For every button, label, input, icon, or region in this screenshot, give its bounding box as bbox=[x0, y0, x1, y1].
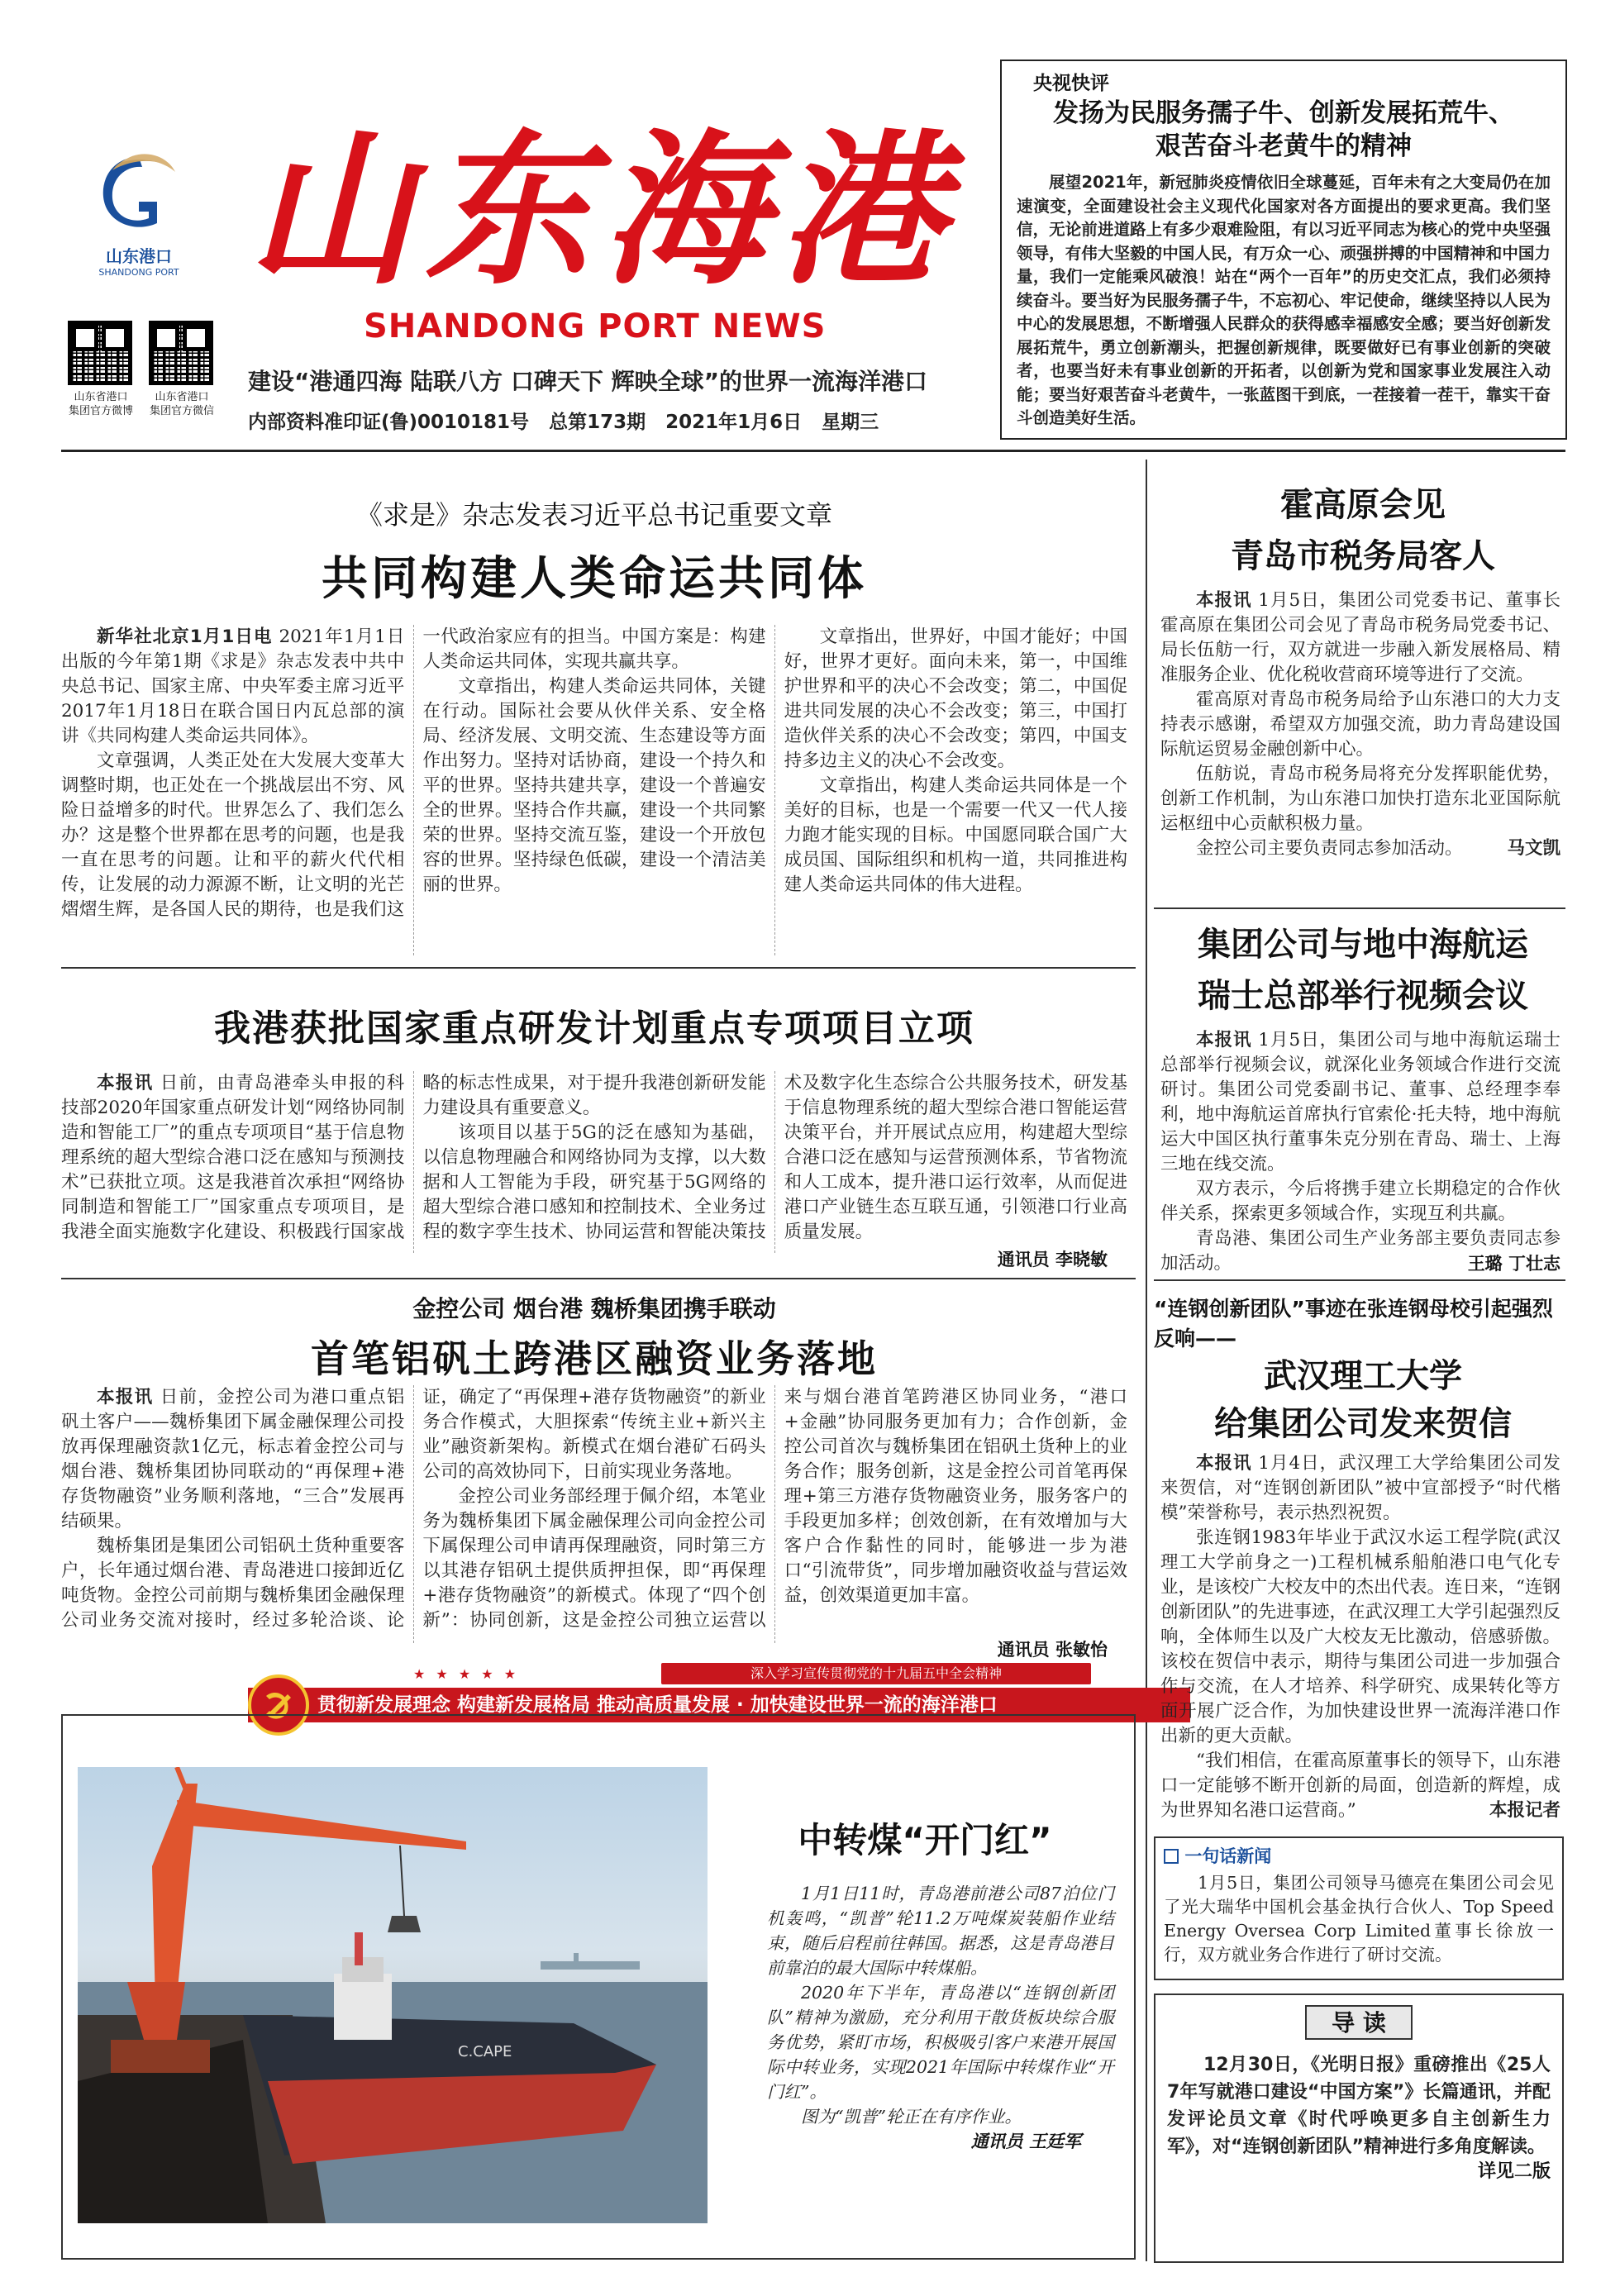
side1-dateline: 本报讯 bbox=[1196, 590, 1252, 611]
brief-news-box bbox=[1154, 1836, 1564, 1980]
side1-body: 本报讯 1月5日，集团公司党委书记、董事长霍高原在集团公司会见了青岛市税务局党委书记、局长伍舫一行，双方就进一步融入新发展格局、精准服务企业、优化税收营商环境等进行了交流。 霍高原对青岛市税务局给予山东港口的大力支持表示感谢，希望双方加强交流，助力青岛建设国际航运贸易金融创新中心。 伍舫说，青岛市税务局将充分发挥职能优势，创新工作机制，为山东港口加快打造东北亚国际航运枢纽中心贡献积极力量。 金控公司主要负责同志参加活动。 马文凯 bbox=[1160, 588, 1560, 861]
editorial-source: 央视快评 bbox=[1033, 73, 1109, 94]
guide-box bbox=[1154, 1994, 1564, 2263]
banner-stars: ★ ★ ★ ★ ★ bbox=[413, 1666, 520, 1682]
guide-body: 12月30日，《光明日报》重磅推出《25人7年写就港口建设“中国方案”》长篇通讯，并配发评论员文章《时代呼唤更多自主创新生力军》，对“连钢创新团队”精神进行多角度解读。 bbox=[1167, 2055, 1551, 2157]
editorial-title: 发扬为民服务孺子牛、创新发展拓荒牛、 艰苦奋斗老黄牛的精神 bbox=[1053, 98, 1514, 161]
article3-paragraph: 金控公司业务部经理于佩介绍，本笔业务为魏桥集团下属金融保理公司向金控公司下属保理公司申请再保理融资，同时第三方以其港存铝矾土提供质押担保，即“再保理+港存货物融资”的新模式。体现了“四个创新”：协同创新，这是金控公司独立运营以来与烟台港首笔跨港区协同业务，“港口+金融”协同服务更加有力；合作创新，金控公司首次与魏桥集团在铝矾土货种上的业务合作；服务创新，这是金控公司首笔再保理+第三方港存货物融资业务，服务客户的手段更加多样；创效创新，在有效增加与大客户合作黏性的同时，能够进一步为港口“引流带货”，同步增加融资收益与营运效益，创效渠道更加丰富。 bbox=[422, 1387, 1127, 1631]
article3-dateline: 本报讯 bbox=[97, 1387, 154, 1408]
article1-kicker: 《求是》杂志发表习近平总书记重要文章 bbox=[355, 499, 832, 531]
article2-body: 本报讯 日前，由青岛港牵头申报的科技部2020年国家重点研发计划“网络协同制造和智能工厂”的重点专项项目“基于信息物理系统的超大型综合港口泛在感知与预测技术”已获批立项。这是我港首次承担“网络协同制造和智能工厂”国家重点专项项目，是我港全面实施数字化建设、积极践行国家战略的标志性成果，对于提升我港创新研发能力建设具有重要意义。 该项目以基于5G的泛在感知为基础，以信息物理融合和网络协同为支撑，以大数据和人工智能为手段，研究基于5G网络的超大型综合港口感知和控制技术、全业务过程的数字孪生技术、协同运营和智能决策技术及数字化生态综合公共服务技术，研发基于信息物理系统的超大型综合港口智能运营决策平台，并开展试点应用，构建超大型综合港口泛在感知与运营预测体系，节省物流和人工成本，提升港口运行效率，从而促进港口产业链生态互联互通，引领港口行业高质量发展。 bbox=[61, 1071, 1127, 1253]
photo-story-text bbox=[767, 1881, 1114, 2154]
brief-news-label: 一句话新闻 bbox=[1164, 1843, 1554, 1868]
photo-caption: 图为“凯普”轮正在有序作业。 bbox=[801, 2107, 1022, 2127]
editorial-body: 展望2021年，新冠肺炎疫情依旧全球蔓延，百年未有之大变局仍在加速演变，全面建设社会主义现代化国家对各方面提出的要求更高。我们坚信，无论前进道路上有多少艰难险阻，有以习近平同志为核心的党中央坚强领导，有伟大坚毅的中国人民，有万众一心、顽强拼搏的中国精神和中国力量，我们一定能乘风破浪！站在“两个一百年”的历史交汇点，我们必须持续奋斗。要当好为民服务孺子牛，不忘初心、牢记使命，继续坚持以人民为中心的发展思想，不断增强人民群众的获得感幸福感安全感；要当好创新发展拓荒牛，勇立创新潮头，把握创新规律，既要做好已有事业创新的突破者，也要当好未有事业创新的开拓者，以创新为党和国家事业发展注入动能；要当好艰苦奋斗老黄牛，一张蓝图干到底，一茬接着一茬干，靠实干奋斗创造美好生活。 bbox=[1017, 173, 1551, 427]
side3-paragraph: 张连钢1983年毕业于武汉水运工程学院(武汉理工大学前身之一)工程机械系船舶港口电气化专业，是该校广大校友中的杰出代表。连日来，“连钢创新团队”的先进事迹，在武汉理工大学引起强烈反响，全体师生以及广大校友无比激动，倍感骄傲。该校在贺信中表示，期待与集团公司进一步加强合作与交流，在人才培养、科学研究、成果转化等方面开展广泛合作，为加快建设世界一流海洋港口作出新的更大贡献。 bbox=[1160, 1527, 1560, 1746]
port-logo bbox=[89, 147, 188, 278]
side3-kicker: “连钢创新团队”事迹在张连钢母校引起强烈反响—— bbox=[1154, 1297, 1553, 1350]
article3-headline: 首笔铝矾土跨港区融资业务落地 bbox=[311, 1336, 878, 1381]
side2-paragraph: 双方表示，今后将携手建立长期稳定的合作伙伴关系，探索更多领域合作，实现互利共赢。 bbox=[1160, 1179, 1560, 1224]
side3-headline: 武汉理工大学 给集团公司发来贺信 bbox=[1214, 1357, 1512, 1443]
side1-byline: 马文凯 bbox=[1507, 838, 1560, 859]
photo-story-paragraph: 2020年下半年，青岛港以“连钢创新团队”精神为激励，充分利用干散货板块综合服务优势，紧盯市场，积极吸引客户来港开展国际中转业务，实现2021年国际中转煤作业“开门红”。 bbox=[767, 1983, 1114, 2102]
editorial-box bbox=[1000, 60, 1567, 440]
article2-headline: 我港获批国家重点研发计划重点专项项目立项 bbox=[214, 1007, 974, 1050]
issue-info: 内部资料准印证(鲁)0010181号 总第173期 2021年1月6日 星期三 bbox=[248, 412, 879, 433]
side1-headline: 霍高原会见 青岛市税务局客人 bbox=[1231, 486, 1495, 575]
side2-paragraph: 青岛港、集团公司生产业务部主要负责同志参加活动。 bbox=[1160, 1228, 1560, 1274]
masthead-title: 山东海港 bbox=[248, 113, 956, 307]
section-rule bbox=[61, 1278, 1136, 1279]
section-rule bbox=[1154, 907, 1565, 909]
masthead-subtitle-en: SHANDONG PORT NEWS bbox=[364, 307, 827, 345]
article2-byline: 通讯员 李晓敏 bbox=[997, 1250, 1108, 1269]
article1-paragraph: 文章指出，构建人类命运共同体是一个美好的目标，也是一个需要一代又一代人接力跑才能实现的目标。中国愿同联合国广大成员国、国际组织和机构一道，共同推进构建人类命运共同体的伟大进程。 bbox=[784, 775, 1127, 895]
article3-paragraph: 魏桥集团是集团公司铝矾土货种重要客户，长年通过烟台港、青岛港进口接卸近亿吨货物。金控公司前期与魏桥集团金融保理公司业务交流对接时，经过多轮洽谈、论证，确定了“再保理+港存货物融资”的新业务合作模式，大胆探索“传统主业+新兴主业”融资新架构。新模式在烟台港矿石码头公司的高效协同下，日前实现业务落地。 bbox=[61, 1387, 766, 1631]
side2-byline: 王璐 丁壮志 bbox=[1467, 1254, 1560, 1274]
article3-kicker: 金控公司 烟台港 魏桥集团携手联动 bbox=[412, 1295, 776, 1322]
masthead-slogan: 建设“港通四海 陆联八方 口碑天下 辉映全球”的世界一流海洋港口 bbox=[248, 368, 928, 395]
side3-body: 本报讯 1月4日，武汉理工大学给集团公司发来贺信，对“连钢创新团队”被中宣部授予“时代楷模”荣誉称号，表示热烈祝贺。 张连钢1983年毕业于武汉水运工程学院(武汉理工大学前身之一)工程机械系船舶港口电气化专业，是该校广大校友中的杰出代表。连日来，“连钢创新团队”的先进事迹，在武汉理工大学引起强烈反响，全体师生以及广大校友无比激动，倍感骄傲。该校在贺信中表示，期待与集团公司进一步加强合作与交流，在人才培养、科学研究、成果转化等方面开展广泛合作，为加快建设世界一流海洋港口作出新的更大贡献。 “我们相信，在霍高原董事长的领导下，山东港口一定能够不断开创新的局面，创造新的辉煌，成为世界知名港口运营商。” 本报记者 bbox=[1160, 1451, 1560, 1823]
side2-dateline: 本报讯 bbox=[1196, 1030, 1252, 1050]
section-rule bbox=[1154, 1279, 1565, 1281]
article2-dateline: 本报讯 bbox=[97, 1073, 154, 1093]
photo-story-paragraph: 1月1日11时，青岛港前港公司87泊位门机轰鸣，“凯普”轮11.2万吨煤炭装船作业结束，随后启程前往韩国。据悉，这是青岛港目前靠泊的最大国际中转煤船。 bbox=[767, 1884, 1114, 1978]
logo-en: SHANDONG PORT bbox=[98, 267, 179, 278]
guide-reference: 详见二版 bbox=[1477, 2161, 1551, 2182]
article1-paragraph: 文章指出，世界好，中国才能好；中国好，世界才更好。面向未来，第一，中国维护世界和平的决心不会改变；第二，中国促进共同发展的决心不会改变；第三，中国打造伙伴关系的决心不会改变；第四，中国支持多边主义的决心不会改变。 bbox=[784, 626, 1127, 771]
article3-body: 本报讯 日前，金控公司为港口重点铝矾土客户——魏桥集团下属金融保理公司投放再保理融资款1亿元，标志着金控公司与烟台港、魏桥集团协同联动的“再保理+港存货物融资”业务顺利落地，“三合”发展再结硕果。 魏桥集团是集团公司铝矾土货种重要客户，长年通过烟台港、青岛港进口接卸近亿吨货物。金控公司前期与魏桥集团金融保理公司业务交流对接时，经过多轮洽谈、论证，确定了“再保理+港存货物融资”的新业务合作模式，大胆探索“传统主业+新兴主业”融资新架构。新模式在烟台港矿石码头公司的高效协同下，日前实现业务落地。 金控公司业务部经理于佩介绍，本笔业务为魏桥集团下属金融保理公司向金控公司下属保理公司申请再保理融资，同时第三方以其港存铝矾土提供质押担保，即“再保理+港存货物融资”的新模式。体现了“四个创新”：协同创新，这是金控公司独立运营以来与烟台港首笔跨港区协同业务，“港口+金融”协同服务更加有力；合作创新，金控公司首次与魏桥集团在铝矾土货种上的业务合作；服务创新，这是金控公司首笔再保理+第三方港存货物融资业务，服务客户的手段更加多样；创效创新，在有效增加与大客户合作黏性的同时，能够进一步为港口“引流带货”，同步增加融资收益与营运效益，创效渠道更加丰富。 bbox=[61, 1385, 1127, 1643]
side3-dateline: 本报讯 bbox=[1196, 1453, 1252, 1474]
article1-paragraph: 文章强调，人类正处在大发展大变革大调整时期，也正处在一个挑战层出不穷、风险日益增多的时代。世界怎么了、我们怎么办？这是整个世界都在思考的问题，也是我一直在思考的问题。让和平的薪火代代相传，让发展的动力源源不断，让文明的光芒熠熠生辉，是各国人民的期待，也是我们这一代政治家应有的担当。中国方案是：构建人类命运共同体，实现共赢共享。 bbox=[61, 626, 766, 920]
section-rule bbox=[61, 967, 1136, 969]
photo-byline: 通讯员 王廷军 bbox=[970, 2132, 1081, 2151]
side1-paragraph: 伍舫说，青岛市税务局将充分发挥职能优势，创新工作机制，为山东港口加快打造东北亚国际航运枢纽中心贡献积极力量。 bbox=[1160, 764, 1560, 834]
photo-story-headline: 中转煤“开门红” bbox=[798, 1820, 1052, 1860]
port-logo-icon bbox=[89, 147, 188, 238]
guide-label: 导 读 bbox=[1305, 2005, 1413, 2040]
article1-paragraph: 文章指出，构建人类命运共同体，关键在行动。国际社会要从伙伴关系、安全格局、经济发展、文明交流、生态建设等方面作出努力。坚持对话协商，建设一个持久和平的世界。坚持共建共享，建设一个普遍安全的世界。坚持合作共赢，建设一个共同繁荣的世界。坚持交流互鉴，建设一个开放包容的世界。坚持绿色低碳，建设一个清洁美丽的世界。 bbox=[422, 676, 766, 895]
side1-paragraph: 霍高原对青岛市税务局给予山东港口的大力支持表示感谢，希望双方加强交流，助力青岛建设国际航运贸易金融创新中心。 bbox=[1160, 689, 1560, 760]
article1-headline: 共同构建人类命运共同体 bbox=[322, 552, 867, 606]
logo-cn: 山东港口 bbox=[106, 246, 172, 266]
checkbox-square-icon bbox=[1164, 1849, 1179, 1864]
article3-byline: 通讯员 张敏怡 bbox=[997, 1640, 1108, 1660]
port-coal-ship-photo bbox=[78, 1767, 708, 2223]
qr-caption-weibo: 山东省港口 集团官方微博 bbox=[68, 391, 133, 417]
article1-body: 新华社北京1月1日电 2021年1月1日出版的今年第1期《求是》杂志发表中共中央总书记、国家主席、中央军委主席习近平2017年1月18日在联合国日内瓦总部的演讲《共同构建人类命运共同体》。 文章强调，人类正处在大发展大变革大调整时期，也正处在一个挑战层出不穷、风险日益增多的时代。世界怎么了、我们怎么办？这是整个世界都在思考的问题，也是我一直在思考的问题。让和平的薪火代代相传，让发展的动力源源不断，让文明的光芒熠熠生辉，是各国人民的期待，也是我们这一代政治家应有的担当。中国方案是：构建人类命运共同体，实现共赢共享。 文章指出，构建人类命运共同体，关键在行动。国际社会要从伙伴关系、安全格局、经济发展、文明交流、生态建设等方面作出努力。坚持对话协商，建设一个持久和平的世界。坚持共建共享，建设一个普遍安全的世界。坚持合作共赢，建设一个共同繁荣的世界。坚持交流互鉴，建设一个开放包容的世界。坚持绿色低碳，建设一个清洁美丽的世界。 文章指出，世界好，中国才能好；中国好，世界才更好。面向未来，第一，中国维护世界和平的决心不会改变；第二，中国促进共同发展的决心不会改变；第三，中国打造伙伴关系的决心不会改变；第四，中国支持多边主义的决心不会改变。 文章指出，构建人类命运共同体是一个美好的目标，也是一个需要一代又一代人接力跑才能实现的目标。中国愿同联合国广大成员国、国际组织和机构一道，共同推进构建人类命运共同体的伟大进程。 bbox=[61, 625, 1127, 955]
article2-paragraph: 该项目以基于5G的泛在感知为基础，以信息物理融合和网络协同为支撑，以大数据和人工智能为手段，研究基于5G网络的超大型综合港口感知和控制技术、全业务过程的数字孪生技术、协同运营和智能决策技术及数字化生态综合公共服务技术，研发基于信息物理系统的超大型综合港口智能运营决策平台，并开展试点应用，构建超大型综合港口泛在感知与运营预测体系，节省物流和人工成本，提升港口运行效率，从而促进港口产业链生态互联互通，引领港口行业高质量发展。 bbox=[422, 1073, 1127, 1242]
qr-caption-wechat: 山东省港口 集团官方微信 bbox=[149, 391, 214, 417]
side2-body: 本报讯 1月5日，集团公司与地中海航运瑞士总部举行视频会议，就深化业务领域合作进行交流研讨。集团公司党委副书记、董事、总经理李奉利，地中海航运首席执行官索伦·托夫特，地中海航运大中国区执行董事朱克分别在青岛、瑞士、上海三地在线交流。 双方表示，今后将携手建立长期稳定的合作伙伴关系，探索更多领域合作，实现互利共赢。 青岛港、集团公司生产业务部主要负责同志参加活动。 王璐 丁壮志 bbox=[1160, 1028, 1560, 1276]
masthead-rule bbox=[61, 450, 1565, 452]
brief-news-body: 1月5日，集团公司领导马德亮在集团公司会见了光大瑞华中国机会基金执行合伙人、Top Speed Energy Oversea Corp Limited董事长徐放一行，双方就业务合作进行了研讨交流。 bbox=[1164, 1873, 1554, 1965]
column-divider-right bbox=[1146, 460, 1147, 2261]
weibo-qr-code bbox=[68, 321, 132, 385]
article1-dateline: 新华社北京1月1日电 bbox=[97, 626, 273, 647]
ship-name: C.CAPE bbox=[458, 2043, 512, 2060]
side3-byline: 本报记者 bbox=[1489, 1800, 1560, 1821]
side2-headline: 集团公司与地中海航运 瑞士总部举行视频会议 bbox=[1198, 926, 1528, 1015]
wechat-qr-code bbox=[149, 321, 213, 385]
banner-main-text: 贯彻新发展理念 构建新发展格局 推动高质量发展 · 加快建设世界一流的海洋港口 bbox=[317, 1694, 998, 1716]
banner-top-text: 深入学习宣传贯彻党的十九届五中全会精神 bbox=[661, 1663, 1091, 1684]
